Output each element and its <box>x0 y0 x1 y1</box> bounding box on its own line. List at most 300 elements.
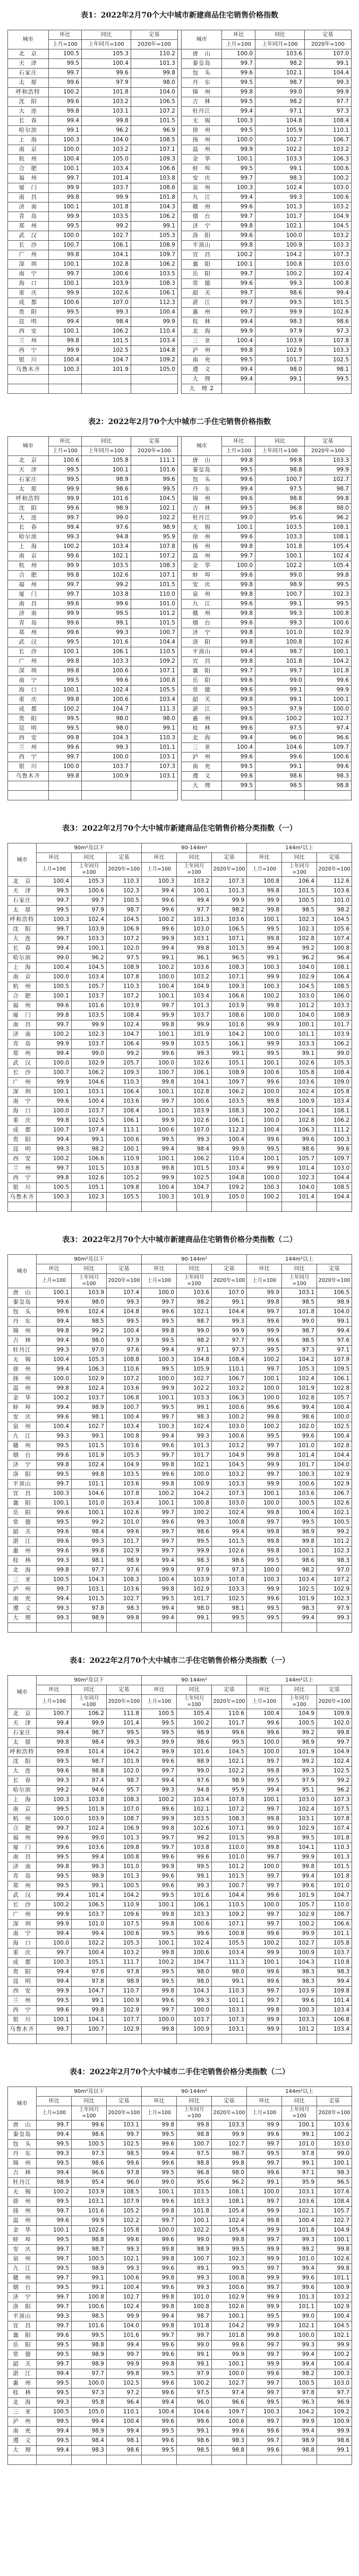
index-cell: 99.8 <box>304 571 351 580</box>
index-cell: 99.7 <box>247 1518 282 1527</box>
index-cell: 99.9 <box>142 1566 177 1575</box>
index-cell: 100.1 <box>142 2188 177 2197</box>
index-cell: 99.9 <box>247 2015 282 2025</box>
index-cell: 97.1 <box>255 107 305 116</box>
index-cell: 97.3 <box>72 2149 107 2159</box>
city-cell: 锦 州 <box>8 2159 37 2168</box>
table-row <box>8 1728 352 1738</box>
index-cell: 100.3 <box>222 183 255 193</box>
city-cell: 秦皇岛 <box>8 2130 37 2140</box>
index-cell: 100.3 <box>282 1470 317 1480</box>
table-row <box>8 1489 352 1499</box>
index-cell: 98.3 <box>304 772 351 781</box>
table-row <box>8 1939 352 1948</box>
city-cell: 重 庆 <box>8 1116 37 1126</box>
table-row <box>8 466 352 475</box>
index-cell: 106.6 <box>131 164 177 174</box>
index-cell: 107.0 <box>82 298 131 308</box>
index-cell: 99.8 <box>48 666 82 676</box>
column-gap <box>177 724 181 733</box>
index-cell: 100.1 <box>107 1145 142 1154</box>
index-cell: 106.1 <box>107 1116 142 1126</box>
table4a-section <box>7 1655 352 2044</box>
index-cell: 99.8 <box>212 2235 247 2245</box>
table-row <box>8 1719 352 1728</box>
city-cell: 石家庄 <box>8 896 37 906</box>
index-cell: 100.1 <box>142 1393 177 1403</box>
index-cell: 99.5 <box>37 2283 72 2293</box>
index-cell: 100.1 <box>37 2015 72 2025</box>
index-cell: 100.1 <box>72 944 107 953</box>
index-cell: 100.0 <box>142 973 177 982</box>
index-cell: 97.3 <box>304 107 351 116</box>
index-cell: 104.5 <box>131 494 177 504</box>
index-cell: 100.5 <box>107 896 142 906</box>
index-cell: 100.5 <box>37 1575 72 1585</box>
index-cell: 103.9 <box>177 1575 212 1585</box>
index-cell: 102.0 <box>107 944 142 953</box>
table1-section <box>7 10 352 394</box>
city-cell: 银 川 <box>8 762 49 772</box>
city-cell: 济 宁 <box>8 1460 37 1470</box>
index-cell: 103.0 <box>212 1422 247 1432</box>
index-cell: 102.5 <box>177 1173 212 1183</box>
index-cell: 101.1 <box>131 743 177 753</box>
index-cell: 108.1 <box>317 963 352 973</box>
table-row <box>8 1987 352 1996</box>
table-row <box>8 1059 352 1068</box>
index-cell: 99.6 <box>247 1078 282 1087</box>
index-cell: 102.3 <box>72 1193 107 1202</box>
column-gap <box>177 356 181 365</box>
index-cell <box>212 1623 247 1633</box>
table-row <box>8 781 352 791</box>
index-cell: 110.6 <box>107 1365 142 1374</box>
header-yoy-base: 上年同月=100 <box>282 1274 317 1288</box>
header-fixed-base: 2020年=100 <box>317 2106 352 2121</box>
header-yoy: 同比 <box>282 1264 317 1274</box>
index-cell: 99.6 <box>222 753 255 762</box>
index-cell: 99.6 <box>37 1001 72 1011</box>
index-cell: 99.1 <box>177 2350 212 2360</box>
city-cell: 北 海 <box>8 2398 37 2408</box>
index-cell: 104.0 <box>282 963 317 973</box>
table2 <box>7 436 352 800</box>
column-gap <box>177 317 181 327</box>
index-cell: 99.5 <box>37 2197 72 2207</box>
index-cell: 110.2 <box>131 49 177 59</box>
table-row <box>8 212 352 222</box>
header-fixed: 定基 <box>212 1264 247 1274</box>
table-row <box>8 513 352 523</box>
index-cell: 102.0 <box>317 1719 352 1728</box>
index-cell: 99.8 <box>142 1460 177 1470</box>
table-row <box>8 1107 352 1116</box>
index-cell: 99.6 <box>142 2235 177 2245</box>
city-cell: 蚌 埠 <box>8 1403 37 1413</box>
index-cell: 102.1 <box>212 1757 247 1767</box>
index-cell: 102.1 <box>82 552 131 561</box>
index-cell: 100.1 <box>317 2159 352 2168</box>
city-cell: 兰 州 <box>8 336 49 346</box>
index-cell: 99.8 <box>247 1527 282 1537</box>
index-cell: 103.4 <box>212 1948 247 1958</box>
index-cell: 103.9 <box>82 279 131 289</box>
index-cell: 99.6 <box>142 2388 177 2398</box>
header-city: 城市 <box>181 30 222 49</box>
index-cell: 96.0 <box>255 733 305 743</box>
index-cell: 99.6 <box>222 714 255 724</box>
index-cell: 108.6 <box>212 1011 247 1020</box>
index-cell: 106.2 <box>177 1154 212 1164</box>
index-cell: 99.7 <box>142 1508 177 1518</box>
index-cell: 99.8 <box>142 1920 177 1929</box>
index-cell: 100.1 <box>48 279 82 289</box>
index-cell: 104.5 <box>304 222 351 231</box>
index-cell: 99.7 <box>247 2283 282 2293</box>
table-row <box>8 2159 352 2168</box>
column-gap <box>177 456 181 466</box>
index-cell: 99.7 <box>37 1164 72 1173</box>
index-cell: 99.5 <box>222 126 255 136</box>
city-cell: 南 京 <box>8 1805 37 1814</box>
index-cell: 99.5 <box>48 676 82 686</box>
table-row <box>8 638 352 647</box>
index-cell: 99.5 <box>247 1614 282 1623</box>
index-cell: 97.7 <box>72 1566 107 1575</box>
index-cell: 101.8 <box>177 2207 212 2216</box>
index-cell: 111.2 <box>317 1126 352 1135</box>
city-cell: 湛 江 <box>8 1537 37 1547</box>
table-row <box>8 1757 352 1767</box>
index-cell: 101.9 <box>282 1891 317 1901</box>
index-cell: 101.5 <box>131 116 177 126</box>
table-row <box>8 59 352 69</box>
index-cell: 100.2 <box>247 1193 282 1202</box>
index-cell: 100.2 <box>317 2350 352 2360</box>
index-cell: 102.5 <box>107 2140 142 2149</box>
index-cell <box>317 2034 352 2044</box>
index-cell: 98.2 <box>212 906 247 915</box>
index-cell: 99.4 <box>72 2417 107 2427</box>
index-cell: 102.9 <box>107 2025 142 2034</box>
index-cell: 106.3 <box>304 155 351 164</box>
index-cell: 101.2 <box>282 2025 317 2034</box>
index-cell: 102.9 <box>317 1470 352 1480</box>
index-cell: 104.2 <box>282 2408 317 2417</box>
city-cell: 安 庆 <box>181 580 222 590</box>
index-cell: 100.4 <box>37 877 72 886</box>
index-cell: 99.5 <box>37 2140 72 2149</box>
index-cell: 99.9 <box>212 1327 247 1336</box>
column-gap <box>177 88 181 97</box>
index-cell: 96.4 <box>317 953 352 963</box>
index-cell: 94.6 <box>72 1786 107 1795</box>
index-cell: 99.5 <box>177 1862 212 1872</box>
index-cell: 99.5 <box>131 485 177 494</box>
index-cell: 99.4 <box>142 1145 177 1154</box>
index-cell: 103.5 <box>177 1040 212 1049</box>
table-row <box>8 753 352 762</box>
index-cell: 105.5 <box>107 1193 142 1202</box>
index-cell: 100.4 <box>37 1422 72 1432</box>
index-cell: 99.6 <box>212 2427 247 2436</box>
index-cell: 98.9 <box>72 1614 107 1623</box>
index-cell: 111.3 <box>212 1958 247 1967</box>
city-cell: 贵 阳 <box>8 308 49 317</box>
index-cell: 103.4 <box>131 336 177 346</box>
index-cell: 97.9 <box>255 705 305 714</box>
index-cell: 99.6 <box>37 2331 72 2341</box>
index-cell: 104.0 <box>82 136 131 145</box>
index-cell: 99.5 <box>247 1432 282 1441</box>
index-cell: 103.5 <box>255 523 305 533</box>
index-cell: 100.9 <box>177 1480 212 1489</box>
city-cell: 西 安 <box>8 733 49 743</box>
index-cell: 100.1 <box>222 155 255 164</box>
index-cell: 103.2 <box>304 145 351 155</box>
index-cell: 100.9 <box>282 1097 317 1107</box>
table-row <box>8 1097 352 1107</box>
index-cell: 99.8 <box>107 2369 142 2379</box>
column-gap <box>177 628 181 638</box>
index-cell: 97.7 <box>212 1336 247 1346</box>
index-cell: 102.1 <box>131 504 177 513</box>
index-cell: 107.1 <box>131 666 177 676</box>
index-cell: 100.6 <box>82 666 131 676</box>
index-cell: 99.2 <box>82 222 131 231</box>
table-row <box>8 2302 352 2312</box>
table-row <box>8 1154 352 1164</box>
index-cell: 99.1 <box>255 375 305 384</box>
index-cell: 100.4 <box>48 155 82 164</box>
header-fixed: 定基 <box>304 30 351 40</box>
table-row <box>8 375 352 384</box>
base-header-row <box>8 1695 352 1709</box>
index-cell: 99.4 <box>142 1556 177 1566</box>
index-cell: 98.3 <box>212 2436 247 2446</box>
index-cell: 99.1 <box>72 2274 107 2283</box>
column-gap <box>177 231 181 241</box>
index-cell: 99.2 <box>37 1786 72 1795</box>
index-cell: 100.1 <box>247 1489 282 1499</box>
index-cell: 105.3 <box>107 1451 142 1460</box>
index-cell: 99.4 <box>212 1527 247 1537</box>
index-cell: 101.5 <box>212 1834 247 1843</box>
city-cell: 温 州 <box>8 1384 37 1393</box>
index-cell: 99.4 <box>282 2360 317 2369</box>
index-cell: 99.9 <box>142 1747 177 1757</box>
index-cell: 103.6 <box>72 1843 107 1853</box>
city-cell: 金 华 <box>181 561 222 571</box>
index-cell: 103.9 <box>282 1987 317 1996</box>
index-cell: 100.1 <box>37 2226 72 2235</box>
table2-title: 表2：2022年2月70个大中城市二手住宅销售价格指数 <box>88 418 271 426</box>
city-cell: 唐 山 <box>181 49 222 59</box>
table-row <box>8 1862 352 1872</box>
table-row <box>8 896 352 906</box>
index-cell: 106.1 <box>212 1116 247 1126</box>
table-row <box>8 1901 352 1910</box>
index-cell: 99.5 <box>72 2331 107 2341</box>
table-row <box>8 1747 352 1757</box>
index-cell: 102.7 <box>255 136 305 145</box>
city-cell: 乌鲁木齐 <box>8 772 49 781</box>
index-cell: 98.2 <box>255 97 305 107</box>
index-cell: 103.7 <box>72 1393 107 1403</box>
column-gap <box>177 552 181 561</box>
index-cell: 108.3 <box>212 1107 247 1116</box>
index-cell: 104.5 <box>107 915 142 925</box>
table-row <box>8 1422 352 1432</box>
index-cell: 98.9 <box>72 1403 107 1413</box>
index-cell: 100.0 <box>177 1470 212 1480</box>
index-cell: 105.1 <box>212 1059 247 1068</box>
index-cell: 99.2 <box>282 1757 317 1767</box>
index-cell: 108.4 <box>317 1068 352 1078</box>
index-cell: 103.3 <box>282 1040 317 1049</box>
index-cell: 99.6 <box>48 599 82 609</box>
index-cell: 99.8 <box>82 116 131 126</box>
index-cell: 100.4 <box>142 982 177 992</box>
header-mom: 环比 <box>37 1264 72 1274</box>
index-cell: 100.4 <box>107 2417 142 2427</box>
column-gap <box>177 580 181 590</box>
index-cell: 102.5 <box>212 1594 247 1604</box>
index-cell <box>212 2455 247 2465</box>
city-cell: 遵 义 <box>8 1604 37 1614</box>
index-cell: 104.1 <box>177 1078 212 1087</box>
index-cell <box>282 1202 317 1212</box>
index-cell: 99.8 <box>247 906 282 915</box>
index-cell: 97.8 <box>107 2168 142 2178</box>
index-cell: 99.8 <box>142 2025 177 2034</box>
index-cell: 99.7 <box>37 2254 72 2264</box>
index-cell: 99.3 <box>282 2341 317 2350</box>
index-cell: 103.8 <box>82 590 131 599</box>
table-row <box>8 504 352 513</box>
index-cell: 100.7 <box>37 1068 72 1078</box>
index-cell: 101.6 <box>107 2331 142 2341</box>
index-cell: 99.4 <box>72 1853 107 1862</box>
index-cell: 100.5 <box>317 1518 352 1527</box>
index-cell: 106.3 <box>212 1393 247 1403</box>
index-cell: 96.2 <box>82 126 131 136</box>
table-row <box>8 2388 352 2398</box>
index-cell: 99.6 <box>247 2130 282 2140</box>
index-cell: 99.5 <box>212 2264 247 2274</box>
city-cell: 乌鲁木齐 <box>8 2025 37 2034</box>
index-cell: 99.6 <box>222 772 255 781</box>
index-cell: 100.5 <box>72 2140 107 2149</box>
index-cell: 99.5 <box>37 2379 72 2388</box>
index-cell: 97.9 <box>82 78 131 88</box>
index-cell: 99.6 <box>304 762 351 772</box>
table-row <box>8 619 352 628</box>
index-cell: 104.5 <box>317 915 352 925</box>
index-cell: 99.9 <box>282 2417 317 2427</box>
index-cell: 99.4 <box>304 289 351 298</box>
city-cell: 桂 林 <box>181 724 222 733</box>
index-cell: 99.7 <box>37 1020 72 1030</box>
index-cell: 100.1 <box>247 1059 282 1068</box>
index-cell: 99.6 <box>282 1881 317 1891</box>
index-cell: 99.9 <box>247 1327 282 1336</box>
index-cell: 99.9 <box>212 2350 247 2360</box>
index-cell: 99.2 <box>282 2245 317 2254</box>
index-cell: 108.3 <box>107 1795 142 1805</box>
index-cell: 98.8 <box>255 466 305 475</box>
index-cell: 100.3 <box>247 982 282 992</box>
index-cell: 101.0 <box>107 1862 142 1872</box>
index-cell: 99.1 <box>282 2130 317 2140</box>
city-cell: 长 沙 <box>8 1901 37 1910</box>
group-header-row <box>8 843 352 853</box>
header-fixed-base: 2020年=100 <box>107 1695 142 1709</box>
index-cell: 99.6 <box>282 2283 317 2293</box>
table-row <box>8 1403 352 1413</box>
index-cell: 99.6 <box>82 69 131 78</box>
city-cell: 秦皇岛 <box>181 466 222 475</box>
table-row <box>8 1001 352 1011</box>
city-cell: 大 连 <box>8 934 37 944</box>
index-cell: 99.8 <box>222 456 255 466</box>
column-gap <box>177 791 181 800</box>
table-row <box>8 1135 352 1145</box>
index-cell: 99.0 <box>142 2178 177 2188</box>
header-city: 城市 <box>8 1255 37 1288</box>
index-cell: 99.6 <box>247 1728 282 1738</box>
index-cell: 99.6 <box>48 743 82 753</box>
index-cell: 99.7 <box>247 2197 282 2207</box>
index-cell: 108.1 <box>212 2197 247 2207</box>
city-cell: 厦 门 <box>8 1011 37 1020</box>
city-cell: 贵 阳 <box>8 1967 37 1977</box>
index-cell: 100.1 <box>82 466 131 475</box>
city-cell: 成 都 <box>8 1958 37 1967</box>
index-cell: 98.9 <box>82 504 131 513</box>
index-cell: 99.5 <box>212 2245 247 2254</box>
index-cell: 100.5 <box>282 1719 317 1728</box>
city-cell: 平顶山 <box>181 241 222 250</box>
index-cell: 99.1 <box>82 619 131 628</box>
index-cell: 99.9 <box>247 1948 282 1958</box>
index-cell: 99.5 <box>37 2350 72 2360</box>
index-cell: 98.8 <box>72 2235 107 2245</box>
city-cell: 锦 州 <box>181 88 222 97</box>
index-cell: 103.4 <box>212 1164 247 1173</box>
column-gap <box>177 523 181 533</box>
index-cell: 101.5 <box>212 944 247 953</box>
index-cell: 99.0 <box>255 676 305 686</box>
index-cell: 99.8 <box>142 2274 177 2283</box>
index-cell: 99.9 <box>48 289 82 298</box>
index-cell: 97.7 <box>177 906 212 915</box>
index-cell: 100.4 <box>37 1355 72 1365</box>
index-cell: 99.6 <box>222 571 255 580</box>
table-row <box>8 202 352 212</box>
index-cell: 99.6 <box>142 1805 177 1814</box>
index-cell: 102.2 <box>177 2226 212 2235</box>
column-gap <box>177 542 181 552</box>
index-cell: 99.8 <box>222 222 255 231</box>
index-cell: 102.1 <box>317 2331 352 2341</box>
index-cell: 99.6 <box>247 1594 282 1604</box>
index-cell: 106.2 <box>317 1116 352 1126</box>
index-cell: 96.2 <box>72 953 107 963</box>
index-cell: 108.8 <box>107 1355 142 1365</box>
column-gap <box>177 504 181 513</box>
